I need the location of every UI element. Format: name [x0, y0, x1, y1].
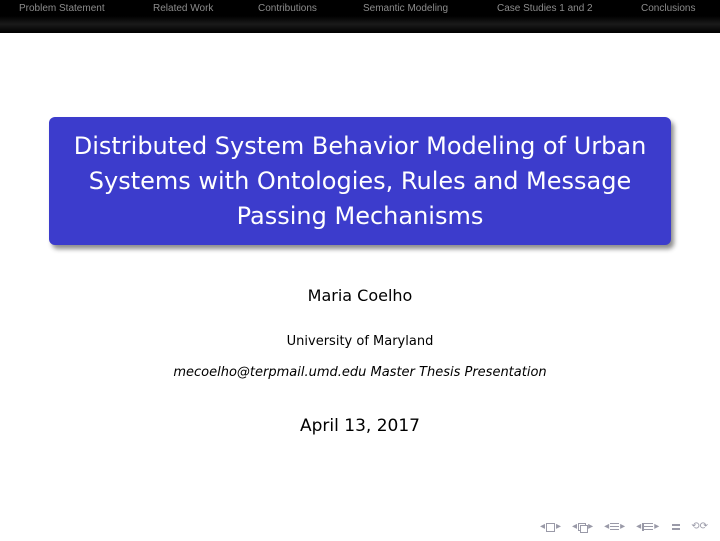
align-icon[interactable]	[672, 524, 680, 530]
right-arrow-icon[interactable]: ▸	[654, 521, 660, 532]
document-nav-group	[636, 521, 659, 533]
search-icon[interactable]: ⟲⟳	[691, 521, 708, 532]
subsection-icon[interactable]	[578, 523, 587, 531]
nav-item-case-studies[interactable]: Case Studies 1 and 2	[497, 3, 593, 14]
beamer-navigation	[540, 520, 708, 534]
frame-icon[interactable]	[546, 523, 555, 532]
presentation-date: April 13, 2017	[300, 416, 420, 436]
section-nav	[0, 3, 720, 17]
left-arrow-icon[interactable]: ◂	[604, 521, 610, 532]
left-arrow-icon[interactable]: ◂	[636, 521, 642, 532]
nav-item-related-work[interactable]: Related Work	[153, 3, 214, 14]
title-box	[49, 117, 671, 245]
email-and-subtitle: mecoelho@terpmail.umd.edu Master Thesis Presentation	[173, 365, 547, 380]
left-arrow-icon[interactable]: ◂	[539, 521, 546, 532]
section-icon[interactable]	[610, 523, 619, 531]
navigation-bar	[0, 0, 720, 33]
nav-item-conclusions[interactable]: Conclusions	[641, 3, 696, 14]
author-name: Maria Coelho	[307, 286, 413, 305]
slide-title: Distributed System Behavior Modeling of Urban Systems with Ontologies, Rules and Message Passing Mechanisms	[73, 131, 647, 230]
right-arrow-icon[interactable]: ▸	[620, 521, 626, 532]
nav-item-contributions[interactable]: Contributions	[258, 3, 317, 14]
nav-item-semantic-modeling[interactable]: Semantic Modeling	[363, 3, 449, 14]
document-icon[interactable]	[642, 523, 653, 531]
right-arrow-icon[interactable]: ▸	[556, 521, 562, 532]
left-arrow-icon[interactable]: ◂	[572, 521, 578, 532]
frame-nav-group	[540, 521, 561, 533]
right-arrow-icon[interactable]: ▸	[588, 521, 594, 532]
institute: University of Maryland	[286, 334, 434, 349]
section-nav-group	[604, 521, 625, 533]
nav-item-problem-statement[interactable]: Problem Statement	[19, 3, 105, 14]
subsection-nav-group	[572, 521, 593, 533]
